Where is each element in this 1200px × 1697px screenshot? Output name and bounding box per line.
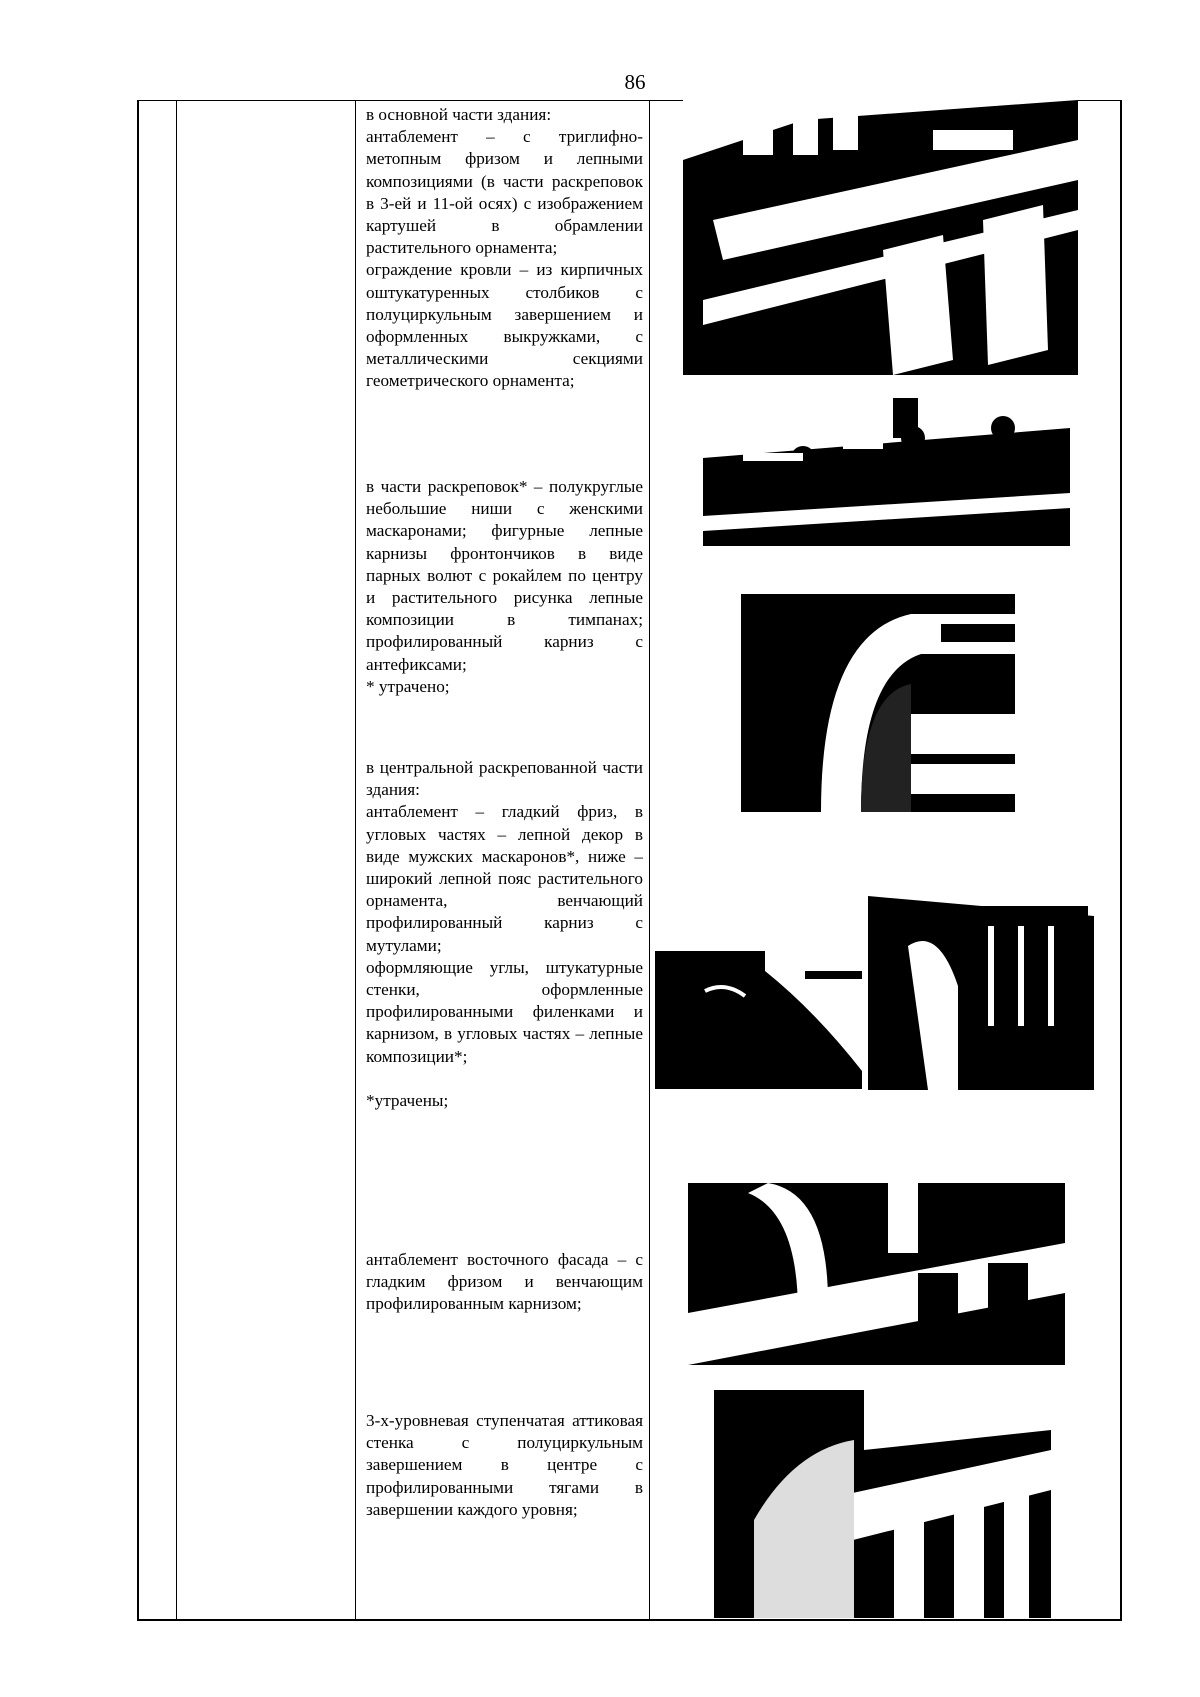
- column-divider-2: [355, 100, 356, 1621]
- text-block-attic: [366, 1410, 643, 1521]
- paragraph: антаблемент – гладкий фриз, в угловых частях – лепной декор в виде мужских маскаронов*, ниже – широкий лепной пояс растительного орнамента, венчающий профилированный карниз с мутулами;: [366, 802, 643, 955]
- paragraph: *утрачены;: [366, 1090, 449, 1110]
- photo-central-cornice: [868, 866, 1094, 1090]
- paragraph: в части раскреповок* – полукруглые небольшие ниши с женскими маскаронами; фигурные лепные карнизы фронтончиков в виде парных волют с рокайлем по центру и растительного рисунка лепные композиции в тимпанах; профилированный карниз с антефиксами;: [366, 477, 643, 674]
- photo-entablature: [683, 100, 1078, 375]
- table-border-right: [1120, 100, 1122, 1621]
- photo-niche-mascaron: [741, 594, 1015, 812]
- spacer: [366, 1068, 643, 1090]
- text-block-main-part: [366, 104, 643, 393]
- paragraph: * утрачено;: [366, 676, 450, 696]
- table-border-bottom: [137, 1619, 1122, 1621]
- page-number: 86: [624, 70, 646, 94]
- paragraph: в основной части здания:: [366, 105, 552, 124]
- text-block-projections: [366, 476, 643, 698]
- paragraph: в центральной раскрепованной части здания:: [366, 758, 643, 800]
- table-border-left: [137, 100, 139, 1621]
- column-divider-1: [176, 100, 177, 1621]
- text-block-central-projection: [366, 757, 643, 1112]
- photo-central-corner: [655, 951, 862, 1089]
- paragraph: антаблемент восточного фасада – с гладким фризом и венчающим профилированным карнизом;: [366, 1250, 643, 1314]
- paragraph: оформляющие углы, штукатурные стенки, оформленные профилированными филенками и карнизом, в угловых частях – лепные композиции*;: [366, 957, 643, 1066]
- photo-attic-wall: [714, 1390, 1051, 1618]
- photo-roof-railing: [703, 398, 1070, 546]
- paragraph: 3-х-уровневая ступенчатая аттиковая стенка с полуциркульным завершением в центре с профилированными тягами в завершении каждого уровня;: [366, 1411, 643, 1519]
- paragraph: антаблемент – с триглифно-метопным фризом и лепными композициями (в части раскреповок в 3-ей и 11-ой осях) с изображением картушей в обрамлении растительного орнамента;: [366, 127, 643, 258]
- photo-east-facade: [688, 1183, 1065, 1365]
- column-divider-3: [649, 100, 650, 1621]
- paragraph: ограждение кровли – из кирпичных оштукатуренных столбиков с полуциркульным завершением и оформленных выкружками, с металлическими секциями геометрического орнамента;: [366, 260, 643, 391]
- text-block-east-facade: [366, 1249, 643, 1316]
